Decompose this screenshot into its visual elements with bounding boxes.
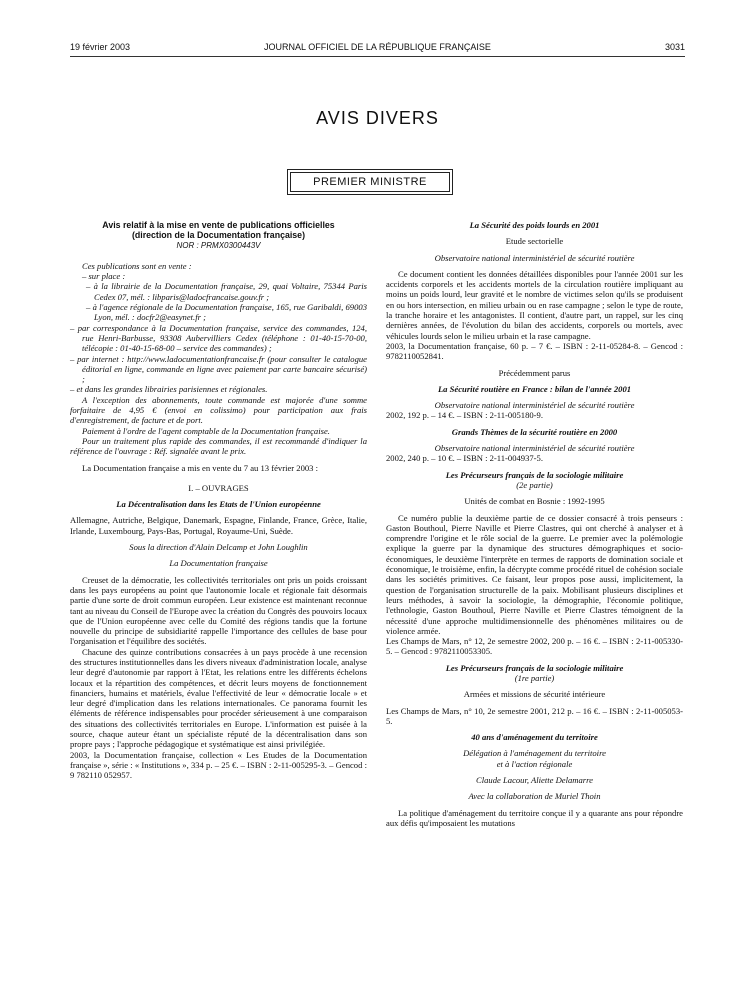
item2-observatoire: Observatoire national interministériel de sécurité routière [434,400,635,411]
left-column [70,220,367,781]
avis-subtitle: (direction de la Documentation française) [131,230,306,241]
avis-title: Avis relatif à la mise en vente de publications officielles [102,220,335,230]
para-paiement: Paiement à l'ordre de l'agent comptable de la Documentation française. [82,425,330,436]
para-traitement: Pour un traitement plus rapide des commandes, il est recommandé d'indiquer la référence de l'ouvrage : Réf. signalée avant le prix. [70,435,367,457]
para-majoration: A l'exception des abonnements, toute commande est majorée d'une somme forfaitaire de 4,95 € (envoi en colissimo) pour participation aux frais d'enregistrement, de facture et de port. [70,394,367,426]
header-date: 19 février 2003 [70,42,131,52]
section-heading: I. – OUVRAGES [188,482,249,493]
item1-observatoire: Observatoire national interministériel de sécurité routière [434,252,635,263]
item4-part: (2e partie) [516,479,553,490]
page-title: AVIS DIVERS [316,108,439,128]
book-publisher: La Documentation française [169,558,268,569]
item1-title: La Sécurité des poids lourds en 2001 [469,220,600,230]
item6-title: 40 ans d'aménagement du territoire [471,732,598,743]
item6-subtitle-2: et à l'action régionale [496,758,573,769]
header-rule [70,56,685,57]
book-description-2: Chacune des quinze contributions consacrées à un pays procède à une recension des structures institutionnelles dans les divers niveaux d'administration locale, analyse leur degré d'autonomie par rapport à l'Etat, les relations entre les différents échelons locaux et la répartition des compétences, et décrit leurs moyens de fonctionnement financiers, humains et matériels, évalue l'effectivité de leur « démocratie locale » et leur degré d'implication dans les relations internationales. Ce panorama fournit les éléments de référence indispensables pour procéder sérieusement à une comparaison des situations des collectivités territoriales en Europe. L'information est puisée à la source, chaque auteur étant un spécialiste réputé de la décentralisation dans son propre pays ; l'approche pédagogique et systématique est ainsi privilégiée. [70,646,367,750]
book-title: La Décentralisation dans les Etats de l'Union européenne [116,499,321,510]
item4-subtitle: Unités de combat en Bosnie : 1992-1995 [464,496,605,507]
item3-reference: 2002, 240 p. – 10 €. – ISBN : 2-11-004937-5. [386,453,543,464]
item5-part: (1re partie) [514,672,555,683]
item2-title: La Sécurité routière en France : bilan de l'année 2001 [437,383,632,394]
previously-published: Précédemment parus [498,367,571,378]
page-header [70,42,685,56]
item4-description: Ce numéro publie la deuxième partie de ce dossier consacré à trois penseurs : Gaston Bouthoul, Pierre Naville et Pierre Clastres, qui ont cherché à analyser et à comprendre l'origine et le rôle social de la guerre. Le premier avec la polémologie explique la guerre par la dynamique des structures démographiques et socio-économiques, le deuxième l'interprète en termes de rapports de domination sociale et économique, le troisième, enfin, la décrypte comme procédé rituel de cohésion sociale dans les sociétés primitives. Ce faisant, leur propos pose aussi, implicitement, la question de l'organisation structurelle de la paix. Mobilisant plusieurs disciplines et leurs méthodes, à savoir la sociologie, la démographie, l'économie politique, l'ethnologie, Gaston Bouthoul, Pierre Naville et Pierre Clastres témoignent de la nécessité d'une approche multidimensionnelle des phénomènes militaires ou de violence armée. [386,512,683,636]
book-reference: 2003, la Documentation française, collection « Les Etudes de la Documentation française », série : « Institutions », 334 p. – 25 €. – ISBN : 2-11-005295-3. – Gencod : 9 782110 052957. [70,749,367,781]
para-correspondance: – par correspondance à la Documentation française, service des commandes, 124, rue Henri-Barbusse, 93308 Aubervilliers Cedex (téléphone : 01-40-15-70-00, télécopie : 01-40-15-68-00 – service des commandes) ; [70,322,367,354]
item1-description: Ce document contient les données détaillées disponibles pour l'année 2001 sur les accidents corporels et les accidents mortels de la circulation routière impliquant au moins un poids lourd, leur gravité et le nombre de victimes selon qu'ils se produisent en ou hors intersection, en milieu urbain ou en rase campagne ; selon le type de route, la tranche horaire et les antagonistes. Il contient, d'autre part, un rappel, sur les cinq dernières années, de l'évolution du bilan des accidents, corporels ou mortels, avec véhicules lourds selon le milieu urbain et la rase campagne. [386,268,683,341]
item5-subtitle: Armées et missions de sécurité intérieure [463,689,606,700]
book-countries: Allemagne, Autriche, Belgique, Danemark, Espagne, Finlande, France, Grèce, Italie, Irlande, Luxembourg, Pays-Bas, Portugal, Royaume-Uni, Suède. [70,515,367,536]
para-intro: Ces publications sont en vente : [82,260,192,271]
para-internet: – par internet : http://www.ladocumentationfrancaise.fr (pour consulter le catalogue éditorial en ligne, commande en ligne avec paiement par carte bancaire sécurisé) ; [70,353,367,385]
nor-reference: NOR : PRMX0300443V [176,240,261,250]
item6-authors: Claude Lacour, Aliette Delamarre [476,775,593,786]
item5-title: Les Précurseurs français de la sociologie militaire [445,662,624,673]
para-mise-en-vente: La Documentation française a mis en vente du 7 au 13 février 2003 : [82,462,319,473]
para-sur-place: – sur place : [82,271,126,282]
item6-subtitle-1: Délégation à l'aménagement du territoire [463,748,606,759]
item6-description: La politique d'aménagement du territoire conçue il y a quarante ans pour répondre aux défis qu'imposaient les mutations [386,807,683,828]
para-librairies: – et dans les grandes librairies parisiennes et régionales. [70,384,268,395]
item2-reference: 2002, 192 p. – 14 €. – ISBN : 2-11-005180-9. [386,410,543,421]
book-direction: Sous la direction d'Alain Delcamp et John Loughlin [129,542,308,553]
section-box: PREMIER MINISTRE [290,172,450,192]
para-agence: – à l'agence régionale de la Documentation française, 165, rue Garibaldi, 69003 Lyon, mél. : docfr2@easynet.fr ; [86,302,367,323]
item6-collaboration: Avec la collaboration de Muriel Thoin [468,791,601,802]
right-column [386,220,683,828]
item1-subtitle: Etude sectorielle [505,236,564,247]
item3-title: Grands Thèmes de la sécurité routière en 2000 [451,426,618,437]
item4-title: Les Précurseurs français de la sociologie militaire [445,469,624,480]
header-page-number: 3031 [664,42,685,52]
para-librairie: – à la librairie de la Documentation française, 29, quai Voltaire, 75344 Paris Cedex 07, mél. : libparis@ladocfrancaise.gouv.fr ; [86,281,367,302]
item1-reference: 2003, la Documentation française, 60 p. – 7 €. – ISBN : 2-11-05284-8. – Gencod : 9782110052841. [386,340,683,362]
item3-observatoire: Observatoire national interministériel de sécurité routière [434,443,635,454]
item4-reference: Les Champs de Mars, n° 12, 2e semestre 2002, 200 p. – 16 €. – ISBN : 2-11-005330-5. – Gencod : 9782110053305. [386,636,683,657]
header-journal: JOURNAL OFFICIEL DE LA RÉPUBLIQUE FRANÇAISE [264,42,491,52]
book-description-1: Creuset de la démocratie, les collectivités territoriales ont pris un poids croissant dans les pays européens au point que l'autonomie locale et régionale fait désormais partie d'une sorte de droit commun européen. Leur existence est maintenant reconnue tant au niveau du Conseil de l'Europe avec la création du Congrès des pouvoirs locaux que de l'Union européenne avec celle du Comité des régions tandis que la fortune nouvelle du principe de subsidiarité rappelle l'importance des cellules de base pour l'organisation et l'équilibre des sociétés. [70,574,367,647]
item5-reference: Les Champs de Mars, n° 10, 2e semestre 2001, 212 p. – 16 €. – ISBN : 2-11-005053-5. [386,705,683,726]
